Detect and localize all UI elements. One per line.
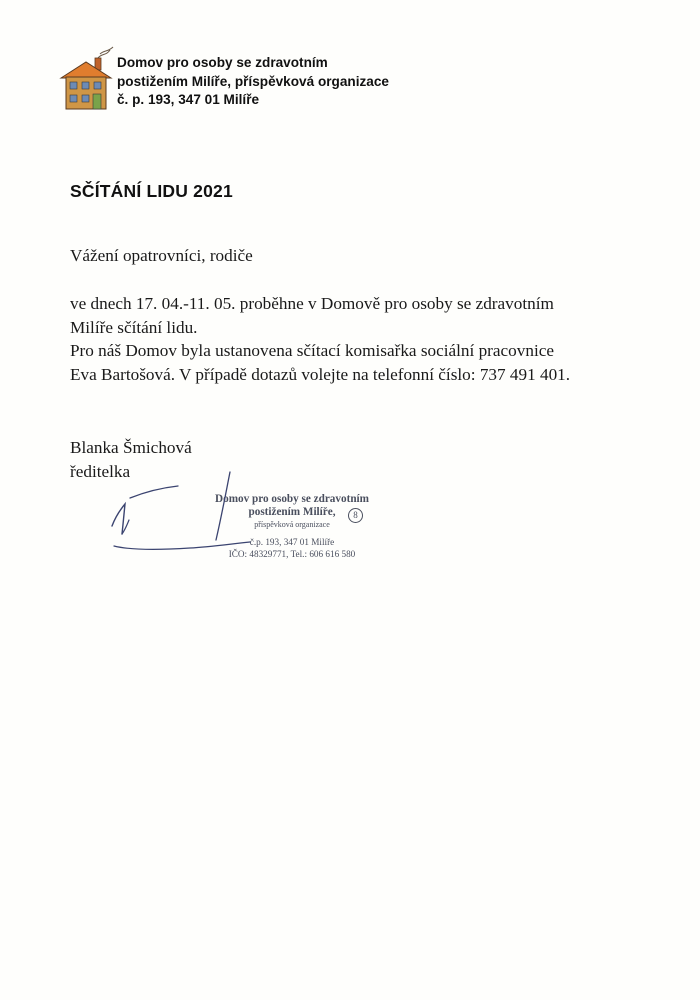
paragraph-line: Pro náš Domov byla ustanovena sčítací komisařka sociální pracovnice — [70, 341, 554, 360]
header-line-1: Domov pro osoby se zdravotním — [117, 55, 328, 70]
stamp-line-2: postižením Milíře, — [248, 506, 336, 518]
handwritten-signature — [90, 470, 350, 560]
paragraph-line: ve dnech 17. 04.-11. 05. proběhne v Domově pro osoby se zdravotním — [70, 294, 554, 313]
stamp-line-5: IČO: 48329771, Tel.: 606 616 580 — [228, 549, 356, 559]
header-line-3: č. p. 193, 347 01 Milíře — [117, 92, 260, 107]
stamp-line-4: č.p. 193, 347 01 Milíře — [249, 537, 335, 547]
registered-mark-icon: 8 — [348, 508, 363, 523]
greeting: Vážení opatrovníci, rodiče — [70, 246, 253, 265]
signatory-name: Blanka Šmichová — [70, 438, 192, 457]
header-line-2: postižením Milíře, příspěvková organizace — [117, 73, 389, 89]
stamp-line-1: Domov pro osoby se zdravotním — [215, 493, 369, 505]
organization-header — [117, 54, 389, 110]
document-title: SČÍTÁNÍ LIDU 2021 — [70, 181, 233, 201]
stamp-line-3: příspěvková organizace — [254, 520, 330, 529]
signatory-role: ředitelka — [70, 461, 131, 481]
paragraph-line: Eva Bartošová. V případě dotazů volejte na telefonní číslo: 737 491 401. — [70, 364, 571, 384]
announcement-paragraph — [70, 292, 570, 386]
paragraph-line: Milíře sčítání lidu. — [70, 317, 198, 337]
house-icon — [58, 44, 114, 112]
